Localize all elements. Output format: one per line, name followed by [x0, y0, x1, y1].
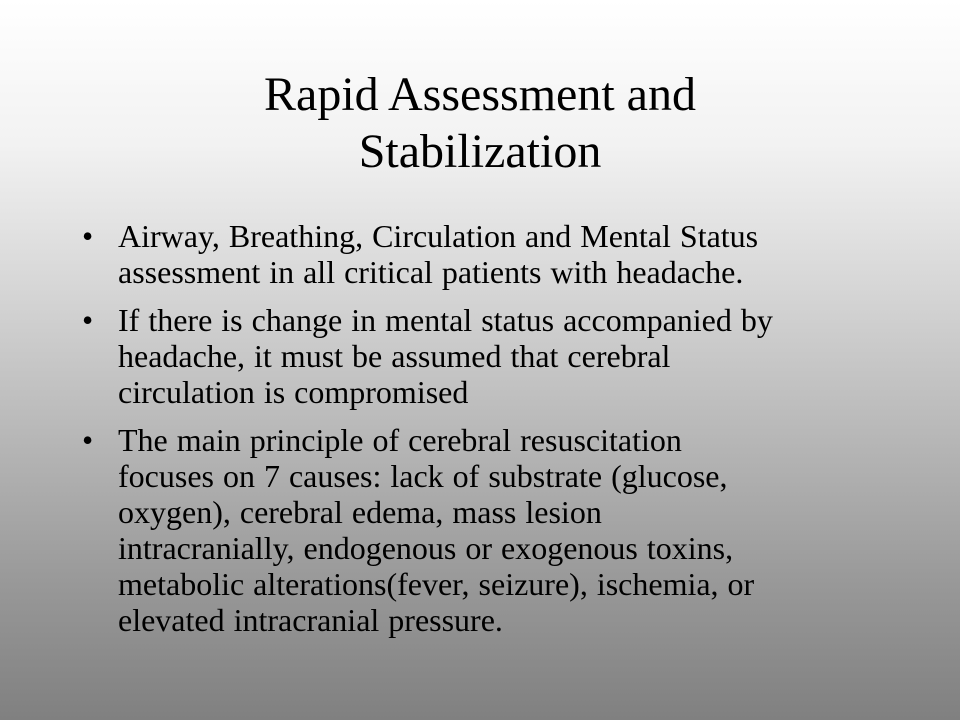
bullet-line: If there is change in mental status accompanied by: [118, 302, 773, 338]
bullet-item-mental-status: [76, 302, 876, 410]
title-line-2: Stabilization: [358, 125, 602, 178]
bullet-text: [118, 218, 876, 290]
bullet-dot-icon: •: [82, 302, 94, 338]
slide-title: [120, 66, 840, 180]
bullet-line: Airway, Breathing, Circulation and Mental Status: [118, 218, 759, 254]
bullet-line: The main principle of cerebral resuscitation: [118, 422, 682, 458]
bullet-line: oxygen), cerebral edema, mass lesion: [118, 494, 602, 530]
bullet-line: assessment in all critical patients with headache.: [118, 254, 744, 290]
bullet-line: elevated intracranial pressure.: [118, 602, 503, 638]
bullet-line: headache, it must be assumed that cerebral: [118, 338, 671, 374]
bullet-list: [76, 218, 876, 638]
title-line-1: Rapid Assessment and: [264, 68, 696, 121]
bullet-text: [118, 422, 876, 638]
bullet-line: focuses on 7 causes: lack of substrate (glucose,: [118, 458, 728, 494]
bullet-dot-icon: •: [82, 218, 94, 254]
bullet-line: metabolic alterations(fever, seizure), ischemia, or: [118, 566, 755, 602]
bullet-line: intracranially, endogenous or exogenous toxins,: [118, 530, 734, 566]
bullet-dot-icon: •: [82, 422, 94, 458]
bullet-line: circulation is compromised: [118, 374, 469, 410]
bullet-item-cerebral-resuscitation: [76, 422, 876, 638]
bullet-text: [118, 302, 876, 410]
bullet-item-abc-assessment: [76, 218, 876, 290]
